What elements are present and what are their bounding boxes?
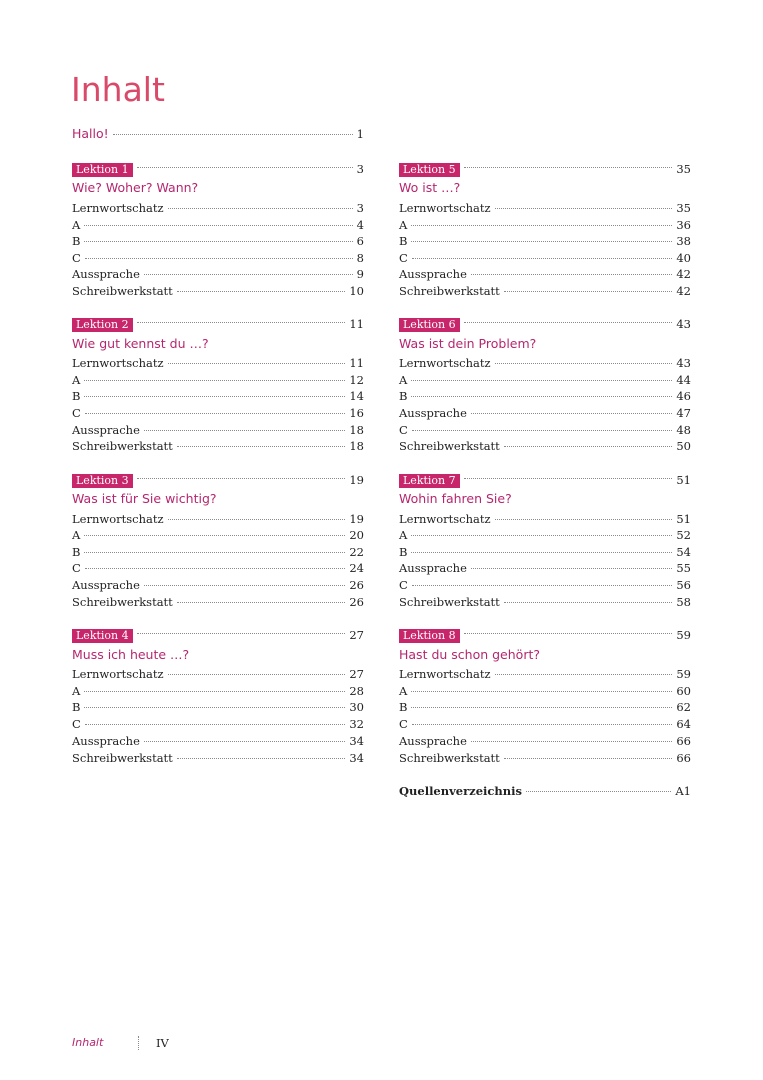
lesson-tag: Lektion 3 [72, 474, 133, 488]
lesson-page: 3 [356, 162, 364, 176]
entry-label: Lernwortschatz [72, 667, 164, 681]
toc-entry[interactable] [399, 372, 691, 388]
entry-label: Lernwortschatz [399, 512, 491, 526]
dot-leader [168, 208, 353, 209]
toc-entry[interactable] [399, 544, 691, 560]
lesson-tag: Lektion 6 [399, 318, 460, 332]
dot-leader [464, 322, 673, 323]
lesson-header[interactable] [399, 627, 691, 643]
entry-label: C [72, 561, 81, 575]
footer-page-number: IV [156, 1036, 169, 1050]
toc-entry[interactable] [72, 388, 364, 404]
toc-entry[interactable] [72, 544, 364, 560]
entry-label: C [72, 406, 81, 420]
entry-page: 19 [349, 512, 364, 526]
toc-entry[interactable] [399, 511, 691, 527]
entry-label: Lernwortschatz [399, 356, 491, 370]
toc-entry[interactable] [399, 422, 691, 438]
dot-leader [504, 758, 673, 759]
lesson-page: 35 [676, 162, 691, 176]
dot-leader [137, 167, 353, 168]
entry-label: B [72, 234, 81, 248]
entry-page: 38 [676, 234, 691, 248]
entry-page: 56 [676, 578, 691, 592]
entry-label: C [399, 578, 408, 592]
toc-entry[interactable] [72, 250, 364, 266]
toc-entry[interactable] [399, 527, 691, 543]
lesson-page: 27 [349, 628, 364, 642]
lesson-tag: Lektion 1 [72, 163, 133, 177]
dot-leader [84, 241, 352, 242]
page-title: Inhalt [71, 70, 165, 109]
dot-leader [137, 633, 346, 634]
dot-leader [137, 322, 346, 323]
entry-page: 43 [676, 356, 691, 370]
dot-leader [471, 568, 672, 569]
toc-entry[interactable] [72, 355, 364, 371]
lesson-page: 11 [349, 317, 364, 331]
entry-label: Hallo! [72, 126, 109, 141]
toc-entry[interactable] [399, 405, 691, 421]
entry-page: 20 [349, 528, 364, 542]
entry-page: 44 [676, 373, 691, 387]
entry-label: Schreibwerkstatt [399, 439, 500, 453]
dot-leader [84, 552, 345, 553]
entry-label: Lernwortschatz [72, 201, 164, 215]
entry-page: 42 [676, 267, 691, 281]
toc-entry[interactable] [399, 388, 691, 404]
dot-leader [144, 585, 345, 586]
entry-label: Schreibwerkstatt [399, 595, 500, 609]
dot-leader [504, 291, 673, 292]
dot-leader [84, 691, 345, 692]
entry-label: Lernwortschatz [72, 356, 164, 370]
entry-page: 35 [676, 201, 691, 215]
entry-page: 3 [356, 201, 364, 215]
entry-label: Schreibwerkstatt [72, 595, 173, 609]
toc-entry[interactable] [72, 511, 364, 527]
dot-leader [412, 258, 673, 259]
entry-page: 1 [356, 127, 364, 141]
entry-page: 24 [349, 561, 364, 575]
toc-entry-hallo[interactable] [72, 126, 364, 142]
entry-label: A [399, 373, 408, 387]
toc-entry[interactable] [72, 699, 364, 715]
dot-leader [411, 691, 672, 692]
dot-leader [504, 446, 673, 447]
dot-leader [411, 225, 672, 226]
entry-label: Lernwortschatz [399, 201, 491, 215]
entry-label: Aussprache [72, 734, 140, 748]
lesson-tag: Lektion 8 [399, 629, 460, 643]
entry-page: 60 [676, 684, 691, 698]
dot-leader [177, 758, 346, 759]
dot-leader [144, 741, 345, 742]
lesson-header[interactable] [72, 316, 364, 332]
lesson-tag: Lektion 7 [399, 474, 460, 488]
entry-page: 42 [676, 284, 691, 298]
toc-entry[interactable] [399, 733, 691, 749]
toc-entry[interactable] [399, 200, 691, 216]
entry-page: 10 [349, 284, 364, 298]
toc-entry[interactable] [72, 266, 364, 282]
toc-entry[interactable] [399, 560, 691, 576]
dot-leader [464, 167, 673, 168]
dot-leader [137, 478, 346, 479]
entry-page: 55 [676, 561, 691, 575]
dot-leader [464, 478, 673, 479]
entry-page: A1 [675, 784, 691, 798]
toc-entry[interactable] [72, 200, 364, 216]
lesson-tag: Lektion 4 [72, 629, 133, 643]
footer-divider [138, 1036, 139, 1050]
dot-leader [495, 208, 673, 209]
dot-leader [411, 552, 672, 553]
lesson-header[interactable] [72, 472, 364, 488]
toc-entry[interactable] [72, 233, 364, 249]
entry-label: Schreibwerkstatt [399, 751, 500, 765]
entry-label: C [72, 251, 81, 265]
entry-page: 54 [676, 545, 691, 559]
entry-label: A [399, 684, 408, 698]
dot-leader [412, 724, 673, 725]
entry-page: 14 [349, 389, 364, 403]
lesson-header[interactable] [72, 161, 364, 177]
entry-page: 8 [356, 251, 364, 265]
toc-entry[interactable] [72, 527, 364, 543]
entry-page: 50 [676, 439, 691, 453]
toc-entry[interactable] [72, 560, 364, 576]
lesson-page: 51 [676, 473, 691, 487]
toc-entry[interactable] [399, 699, 691, 715]
toc-entry[interactable] [72, 666, 364, 682]
toc-entry[interactable] [399, 266, 691, 282]
dot-leader [177, 602, 346, 603]
entry-page: 48 [676, 423, 691, 437]
entry-label: Aussprache [72, 267, 140, 281]
entry-page: 26 [349, 578, 364, 592]
entry-page: 52 [676, 528, 691, 542]
lesson-tag: Lektion 5 [399, 163, 460, 177]
dot-leader [411, 707, 672, 708]
entry-label: B [399, 700, 408, 714]
toc-entry[interactable] [399, 233, 691, 249]
dot-leader [84, 396, 345, 397]
entry-page: 51 [676, 512, 691, 526]
dot-leader [464, 633, 673, 634]
dot-leader [85, 413, 346, 414]
entry-label: B [399, 234, 408, 248]
lesson-title: Muss ich heute …? [72, 647, 190, 662]
entry-page: 64 [676, 717, 691, 731]
entry-page: 9 [356, 267, 364, 281]
toc-entry[interactable] [399, 250, 691, 266]
lesson-page: 59 [676, 628, 691, 642]
entry-label: Lernwortschatz [72, 512, 164, 526]
dot-leader [411, 396, 672, 397]
toc-entry[interactable] [72, 283, 364, 299]
entry-page: 12 [349, 373, 364, 387]
dot-leader [412, 430, 673, 431]
lesson-title: Wie? Woher? Wann? [72, 180, 199, 195]
dot-leader [84, 225, 352, 226]
lesson-header[interactable] [399, 316, 691, 332]
entry-page: 34 [349, 751, 364, 765]
entry-label: Aussprache [399, 406, 467, 420]
dot-leader [84, 535, 345, 536]
entry-page: 28 [349, 684, 364, 698]
entry-label: Aussprache [399, 561, 467, 575]
dot-leader [168, 674, 346, 675]
dot-leader [471, 274, 672, 275]
entry-label: B [72, 545, 81, 559]
entry-page: 26 [349, 595, 364, 609]
entry-label: B [399, 545, 408, 559]
toc-entry[interactable] [72, 716, 364, 732]
dot-leader [85, 724, 346, 725]
toc-entry[interactable] [399, 283, 691, 299]
lesson-tag: Lektion 2 [72, 318, 133, 332]
footer-section-label: Inhalt [72, 1036, 104, 1049]
entry-label: A [72, 373, 81, 387]
entry-label: Schreibwerkstatt [72, 751, 173, 765]
dot-leader [411, 380, 672, 381]
lesson-page: 43 [676, 317, 691, 331]
lesson-title: Was ist dein Problem? [399, 336, 537, 351]
entry-page: 66 [676, 734, 691, 748]
entry-label: A [399, 218, 408, 232]
toc-entry[interactable] [399, 716, 691, 732]
lesson-title: Wo ist …? [399, 180, 461, 195]
toc-entry[interactable] [399, 594, 691, 610]
lesson-header[interactable] [399, 161, 691, 177]
dot-leader [411, 535, 672, 536]
entry-label: A [72, 218, 81, 232]
entry-label: Aussprache [399, 267, 467, 281]
lesson-title: Hast du schon gehört? [399, 647, 540, 662]
entry-label: Lernwortschatz [399, 667, 491, 681]
toc-entry[interactable] [399, 683, 691, 699]
lesson-header[interactable] [72, 627, 364, 643]
entry-page: 27 [349, 667, 364, 681]
entry-label: C [72, 717, 81, 731]
entry-page: 18 [349, 423, 364, 437]
entry-label: Aussprache [399, 734, 467, 748]
dot-leader [84, 707, 345, 708]
dot-leader [144, 274, 353, 275]
dot-leader [84, 380, 345, 381]
entry-label: A [72, 684, 81, 698]
entry-label: B [72, 700, 81, 714]
entry-page: 34 [349, 734, 364, 748]
entry-page: 18 [349, 439, 364, 453]
entry-page: 47 [676, 406, 691, 420]
entry-label: C [399, 717, 408, 731]
entry-page: 32 [349, 717, 364, 731]
toc-entry[interactable] [72, 438, 364, 454]
dot-leader [495, 519, 673, 520]
dot-leader [177, 291, 346, 292]
entry-page: 22 [349, 545, 364, 559]
entry-page: 46 [676, 389, 691, 403]
toc-entry[interactable] [72, 750, 364, 766]
lesson-title: Was ist für Sie wichtig? [72, 491, 217, 506]
toc-entry[interactable] [72, 422, 364, 438]
entry-label: Quellenverzeichnis [399, 784, 522, 798]
entry-label: B [72, 389, 81, 403]
entry-label: A [399, 528, 408, 542]
entry-page: 62 [676, 700, 691, 714]
dot-leader [504, 602, 673, 603]
entry-label: C [399, 251, 408, 265]
lesson-page: 19 [349, 473, 364, 487]
dot-leader [412, 585, 673, 586]
lesson-title: Wohin fahren Sie? [399, 491, 512, 506]
dot-leader [85, 568, 346, 569]
dot-leader [495, 674, 673, 675]
entry-page: 30 [349, 700, 364, 714]
entry-label: Schreibwerkstatt [72, 439, 173, 453]
entry-label: Schreibwerkstatt [399, 284, 500, 298]
entry-page: 4 [356, 218, 364, 232]
toc-entry[interactable] [72, 217, 364, 233]
entry-label: B [399, 389, 408, 403]
toc-entry[interactable] [72, 683, 364, 699]
dot-leader [113, 134, 353, 135]
toc-entry[interactable] [72, 372, 364, 388]
toc-entry[interactable] [72, 594, 364, 610]
entry-page: 16 [349, 406, 364, 420]
dot-leader [495, 363, 673, 364]
toc-entry-sources[interactable] [399, 783, 691, 799]
entry-label: Schreibwerkstatt [72, 284, 173, 298]
dot-leader [471, 741, 672, 742]
dot-leader [168, 519, 346, 520]
entry-page: 6 [356, 234, 364, 248]
toc-entry[interactable] [72, 577, 364, 593]
toc-entry[interactable] [72, 405, 364, 421]
entry-page: 58 [676, 595, 691, 609]
entry-label: A [72, 528, 81, 542]
toc-entry[interactable] [399, 577, 691, 593]
lesson-title: Wie gut kennst du …? [72, 336, 209, 351]
toc-entry[interactable] [399, 438, 691, 454]
entry-label: Aussprache [72, 423, 140, 437]
dot-leader [471, 413, 672, 414]
toc-entry[interactable] [399, 355, 691, 371]
entry-label: Aussprache [72, 578, 140, 592]
toc-entry[interactable] [399, 750, 691, 766]
toc-entry[interactable] [399, 666, 691, 682]
entry-page: 66 [676, 751, 691, 765]
dot-leader [526, 791, 671, 792]
entry-label: C [399, 423, 408, 437]
entry-page: 40 [676, 251, 691, 265]
entry-page: 36 [676, 218, 691, 232]
dot-leader [411, 241, 672, 242]
dot-leader [177, 446, 346, 447]
toc-entry[interactable] [72, 733, 364, 749]
dot-leader [168, 363, 346, 364]
entry-page: 59 [676, 667, 691, 681]
toc-entry[interactable] [399, 217, 691, 233]
dot-leader [144, 430, 345, 431]
dot-leader [85, 258, 353, 259]
lesson-header[interactable] [399, 472, 691, 488]
entry-page: 11 [349, 356, 364, 370]
